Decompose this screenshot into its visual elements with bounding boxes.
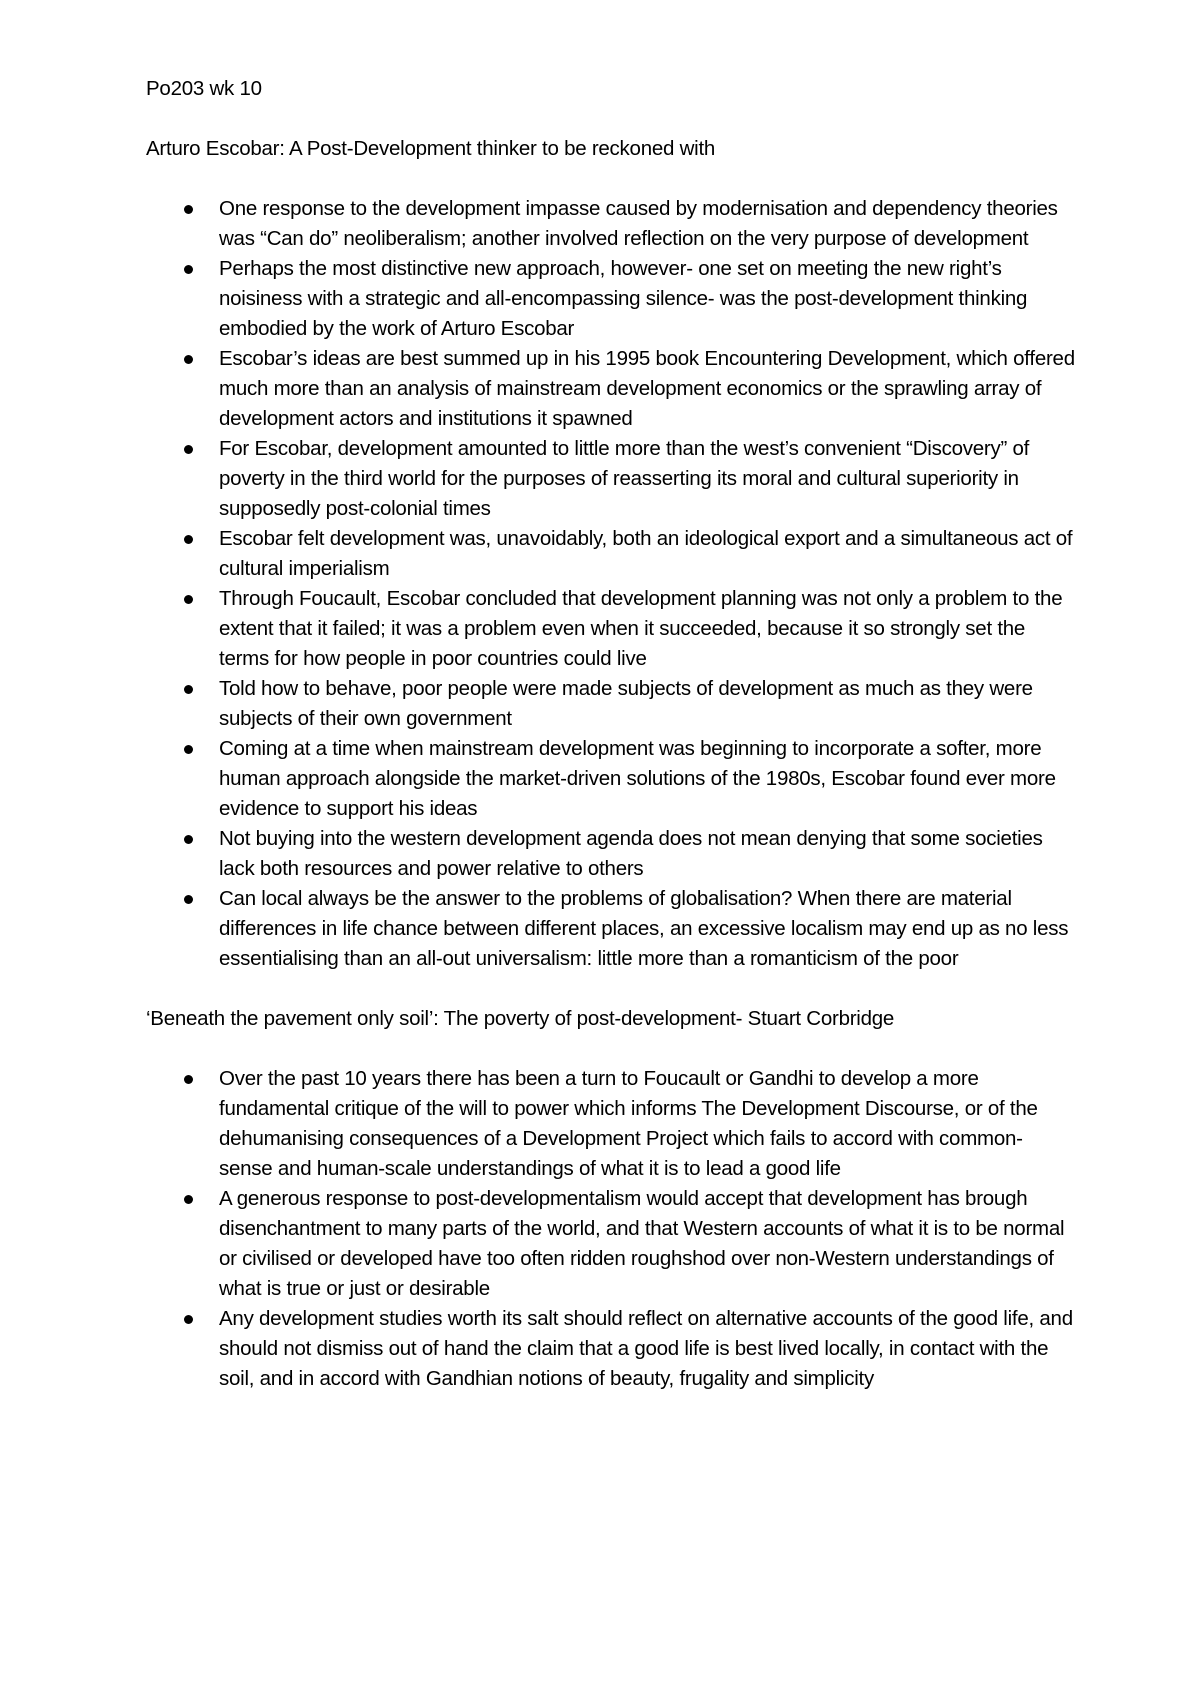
document-header: Po203 wk 10 xyxy=(146,77,262,100)
list-item xyxy=(146,194,1076,254)
list-item xyxy=(146,674,1076,734)
list-item-text: Any development studies worth its salt should reflect on alternative accounts of the good life, and should not dismiss out of hand the claim that a good life is best lived locally, in contact with the soil, and in accord with Gandhian notions of beauty, frugality and simplicity xyxy=(219,1307,1073,1390)
list-item xyxy=(146,584,1076,674)
list-item xyxy=(146,734,1076,824)
list-item-text: Can local always be the answer to the problems of globalisation? When there are material differences in life chance between different places, an excessive localism may end up as no less essentialising than an all-out universalism: little more than a romanticism of the poor xyxy=(219,887,1069,970)
bullet-icon xyxy=(184,1075,193,1084)
list-item xyxy=(146,434,1076,524)
list-item xyxy=(146,1064,1076,1184)
list-item xyxy=(146,254,1076,344)
list-item-text: For Escobar, development amounted to little more than the west’s convenient “Discovery” of poverty in the third world for the purposes of reasserting its moral and cultural superiority in supposedly post-colonial times xyxy=(219,437,1030,520)
document-body xyxy=(146,74,1076,1424)
bullet-icon xyxy=(184,445,193,454)
list-item-text: One response to the development impasse caused by modernisation and dependency theories was “Can do” neoliberalism; another involved reflection on the very purpose of development xyxy=(219,197,1058,250)
list-item-text: Escobar felt development was, unavoidably, both an ideological export and a simultaneous act of cultural imperialism xyxy=(219,527,1073,580)
list-item xyxy=(146,884,1076,974)
section-title: Arturo Escobar: A Post-Development thinker to be reckoned with xyxy=(146,137,716,160)
section-title: ‘Beneath the pavement only soil’: The poverty of post-development- Stuart Corbridge xyxy=(146,1007,895,1030)
bullet-icon xyxy=(184,745,193,754)
bullet-icon xyxy=(184,895,193,904)
bullet-list xyxy=(146,194,1076,974)
bullet-list xyxy=(146,1064,1076,1394)
list-item xyxy=(146,1304,1076,1394)
list-item-text: Told how to behave, poor people were made subjects of development as much as they were subjects of their own government xyxy=(219,677,1033,730)
list-item-text: Over the past 10 years there has been a turn to Foucault or Gandhi to develop a more fundamental critique of the will to power which informs The Development Discourse, or of the dehumanising consequences of a Development Project which fails to accord with common-sense and human-scale understandings of what it is to lead a good life xyxy=(219,1067,1038,1180)
bullet-icon xyxy=(184,1315,193,1324)
bullet-icon xyxy=(184,1195,193,1204)
list-item-text: Not buying into the western development agenda does not mean denying that some societies lack both resources and power relative to others xyxy=(219,827,1043,880)
bullet-icon xyxy=(184,835,193,844)
list-item xyxy=(146,1184,1076,1304)
bullet-icon xyxy=(184,355,193,364)
bullet-icon xyxy=(184,535,193,544)
list-item-text: Escobar’s ideas are best summed up in his 1995 book Encountering Development, which offered much more than an analysis of mainstream development economics or the sprawling array of development actors and institutions it spawned xyxy=(219,347,1075,430)
list-item xyxy=(146,344,1076,434)
list-item-text: Coming at a time when mainstream development was beginning to incorporate a softer, more human approach alongside the market-driven solutions of the 1980s, Escobar found ever more evidence to support his ideas xyxy=(219,737,1056,820)
list-item-text: A generous response to post-developmentalism would accept that development has brough disenchantment to many parts of the world, and that Western accounts of what it is to be normal or civilised or developed have too often ridden roughshod over non-Western understandings of what is true or just or desirable xyxy=(219,1187,1065,1300)
list-item xyxy=(146,524,1076,584)
list-item-text: Through Foucault, Escobar concluded that development planning was not only a problem to the extent that it failed; it was a problem even when it succeeded, because it so strongly set the terms for how people in poor countries could live xyxy=(219,587,1063,670)
list-item xyxy=(146,824,1076,884)
bullet-icon xyxy=(184,595,193,604)
bullet-icon xyxy=(184,265,193,274)
bullet-icon xyxy=(184,685,193,694)
bullet-icon xyxy=(184,205,193,214)
list-item-text: Perhaps the most distinctive new approach, however- one set on meeting the new right’s noisiness with a strategic and all-encompassing silence- was the post-development thinking embodied by the work of Arturo Escobar xyxy=(219,257,1028,340)
